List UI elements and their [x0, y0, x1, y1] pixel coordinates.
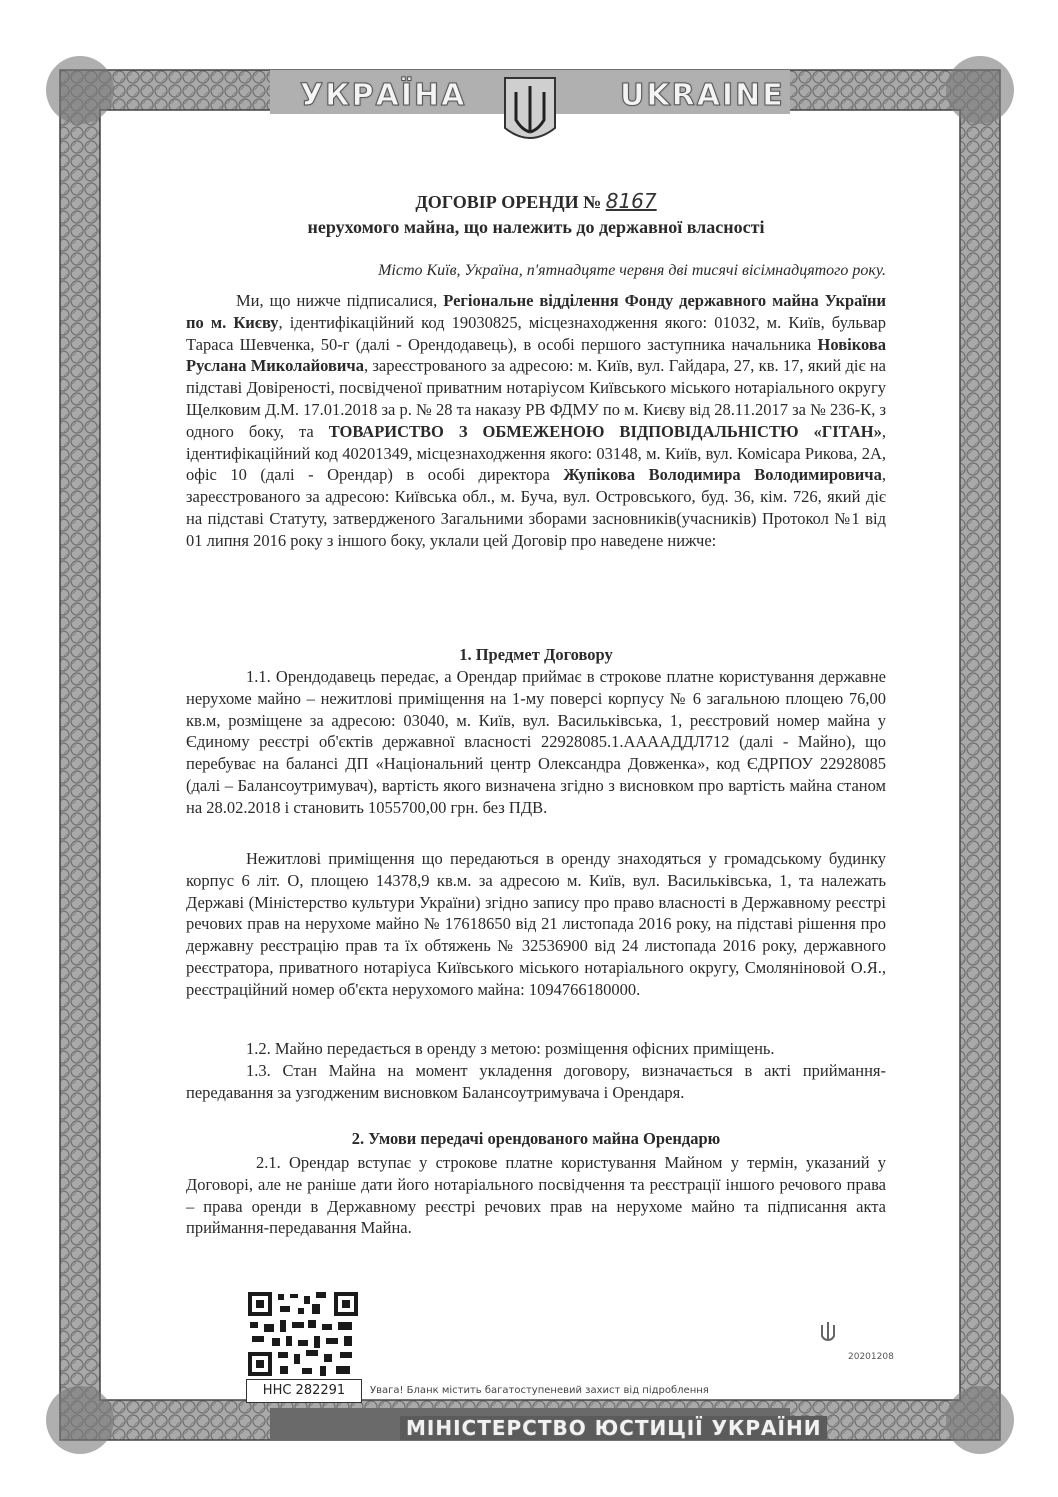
banner-ukraine-ua: УКРАЇНА — [300, 78, 467, 113]
title-prefix: ДОГОВІР ОРЕНДИ № — [415, 192, 602, 212]
intro-lead: Ми, що нижче підписалися, — [236, 291, 444, 310]
clause-1-2: 1.2. Майно передається в оренду з метою: розміщення офісних приміщень. — [246, 1039, 775, 1058]
trident-emblem-icon — [505, 78, 555, 138]
form-code: 20201208 — [848, 1352, 894, 1362]
blank-serial-number: ННС 282291 — [246, 1379, 362, 1403]
party-lessee: ТОВАРИСТВО З ОБМЕЖЕНОЮ ВІДПОВІДАЛЬНІСТЮ «ГІТАН» — [328, 421, 882, 441]
lessor-representative: Новікова Руслана Миколайовича — [186, 334, 886, 376]
clause-1-3: 1.3. Стан Майна на момент укладення договору, визначається в акті приймання-передавання за узгодженим висновком Балансоутримувача і Орендаря. — [186, 1061, 886, 1102]
qr-code — [246, 1290, 360, 1378]
banner-ukraine-en: UKRAINE — [620, 78, 785, 113]
intro-text-2: , зареєстрованого за адресою: м. Київ, вул. Гайдара, 27, кв. 17, який діє на підставі Довіреності, посвідченої приватним нотаріусом Київського міського нотаріального округу Щелковим Д.М. 17.01.2018 за р. № 28 та наказу РВ ФДМУ по м. Києву від 28.11.2017 за № 236-К, з одного боку, та — [186, 356, 887, 441]
lessee-representative: Жупікова Володимира Володимировича — [563, 465, 882, 485]
section-2-heading: 2. Умови передачі орендованого майна Орендарю — [351, 1129, 721, 1148]
small-trident-icon — [818, 1320, 838, 1342]
document-subtitle: нерухомого майна, що належить до державної власності — [307, 217, 765, 237]
intro-paragraph — [186, 290, 886, 552]
intro-text-3: , ідентифікаційний код 40201349, місцезнаходження якого: 03148, м. Київ, вул. Комісара Рикова, 2А, офіс 10 (далі - Орендар) в особі директора — [186, 421, 886, 485]
document-title — [186, 188, 886, 215]
banner-ministry: МІНІСТЕРСТВО ЮСТИЦІЇ УКРАЇНИ — [400, 1416, 827, 1440]
clause-1-1-continued: Нежитлові приміщення що передаються в оренду знаходяться у громадському будинку корпус 6 літ. О, площею 14378,9 кв.м. за адресою м. Київ, вул. Васильківська, 1, та належать Державі (Міністерство культури України) згідно запису про право власності в Державному реєстрі речових прав на нерухоме майно № 17618650 від 21 листопада 2016 року, на підставі рішення про державну реєстрацію прав та їх обтяжень № 32536900 від 24 листопада 2016 року, державного реєстратора, приватного нотаріуса Київського міського нотаріального округу, Смоляніновой О.Я., реєстраційний номер об'єкта нерухомого майна: 1094766180000. — [186, 849, 886, 999]
party-lessor: Регіональне відділення Фонду державного майна України по м. Києву — [186, 291, 886, 332]
clause-2-1: 2.1. Орендар вступає у строкове платне користування Майном у термін, указаний у Договорі, але не раніше дати його нотаріального посвідчення та реєстрації іншого речового права – права оренди в Державному реєстрі речових прав на нерухоме майно та підписання акта приймання-передавання Майна. — [186, 1153, 886, 1238]
intro-text-4: , зареєстрованого за адресою: Київська обл., м. Буча, вул. Островського, буд. 36, кім. 726, який діє на підставі Статуту, затвердженого Загальними зборами засновників(учасників) Протокол №1 від 01 липня 2016 року з іншого боку, уклали цей Договір про наведене нижче: — [186, 465, 886, 550]
place-date: Місто Київ, Україна, п'ятнадцяте червня дві тисячі вісімнадцятого року. — [378, 262, 886, 279]
section-1-heading: 1. Предмет Договору — [459, 645, 613, 664]
title-number: 8167 — [605, 189, 657, 213]
security-warning: Увага! Бланк містить багатоступеневий захист від підроблення — [370, 1385, 709, 1396]
intro-text-1: , ідентифікаційний код 19030825, місцезнаходження якого: 01032, м. Київ, бульвар Тараса Шевченка, 50-г (далі - Орендодавець), в особі першого заступника начальника — [186, 312, 886, 354]
clause-1-1: 1.1. Орендодавець передає, а Орендар приймає в строкове платне користування державне нерухоме майно – нежитлові приміщення на 1-му поверсі корпусу № 6 загальною площею 76,00 кв.м, розміщене за адресою: 03040, м. Київ, вул. Васильківська, 1, реєстровий номер майна у Єдиному реєстрі об'єктів державної власності 22928085.1.ААААДДЛ712 (далі - Майно), що перебуває на балансі ДП «Національний центр Олександра Довженка», код ЄДРПОУ 22928085 (далі – Балансоутримувач), вартість якого визначена згідно з висновком про вартість майна станом на 28.02.2018 і становить 1055700,00 грн. без ПДВ. — [186, 667, 886, 817]
